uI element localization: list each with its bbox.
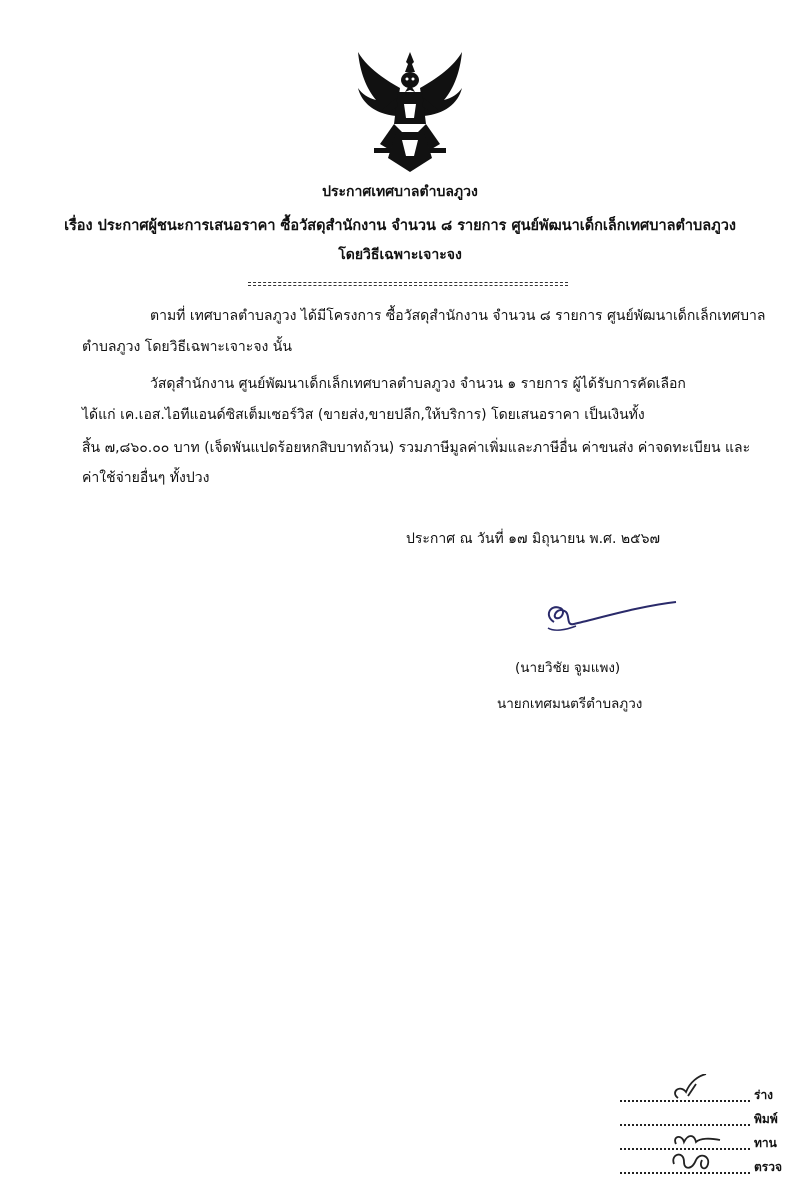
paragraph-2-line-4: ค่าใช้จ่ายอื่นๆ ทั้งปวง <box>82 470 210 486</box>
paragraph-2-line-3: สิ้น ๗,๘๖๐.๐๐ บาท (เจ็ดพันแปดร้อยหกสิบบาทถ้วน) รวมภาษีมูลค่าเพิ่มและภาษีอื่น ค่าขนส่ง ค่าจดทะเบียน และ <box>82 440 751 456</box>
procurement-method: โดยวิธีเฉพาะเจาะจง <box>338 247 462 263</box>
initial-mark <box>660 1146 730 1176</box>
initial-mark <box>660 1074 730 1104</box>
announcement-title: ประกาศเทศบาลตำบลภูวง <box>322 184 478 200</box>
paragraph-1-line-2: ตำบลภูวง โดยวิธีเฉพาะเจาะจง นั้น <box>82 339 292 355</box>
paragraph-2-line-1: วัสดุสำนักงาน ศูนย์พัฒนาเด็กเล็กเทศบาลตำบลภูวง จำนวน ๑ รายการ ผู้ได้รับการคัดเลือก <box>150 376 686 392</box>
divider-line <box>248 282 568 283</box>
paragraph-2-line-2: ได้แก่ เค.เอส.ไอทีแอนด์ซิสเต็มเซอร์วิส (ขายส่ง,ขายปลีก,ให้บริการ) โดยเสนอราคา เป็นเงินทั้ง <box>82 407 645 423</box>
announcement-subject: เรื่อง ประกาศผู้ชนะการเสนอราคา ซื้อวัสดุสำนักงาน จำนวน ๘ รายการ ศูนย์พัฒนาเด็กเล็กเทศบาลตำบลภูวง <box>64 218 736 234</box>
signature-mark <box>540 596 680 636</box>
divider-line <box>248 285 568 286</box>
initial-row-draft <box>620 1086 800 1106</box>
initial-label-draft: ร่าง <box>754 1088 774 1102</box>
initial-label-reviewed: ทาน <box>754 1136 777 1150</box>
garuda-emblem-icon <box>352 48 468 176</box>
paragraph-1-line-1: ตามที่ เทศบาลตำบลภูวง ได้มีโครงการ ซื้อวัสดุสำนักงาน จำนวน ๘ รายการ ศูนย์พัฒนาเด็กเล็กเทศบาล <box>150 308 766 324</box>
initial-label-typed: พิมพ์ <box>754 1112 778 1126</box>
initial-label-checked: ตรวจ <box>754 1160 783 1174</box>
initial-row-checked <box>620 1158 800 1178</box>
announce-date: ประกาศ ณ วันที่ ๑๗ มิถุนายน พ.ศ. ๒๕๖๗ <box>406 531 661 547</box>
signatory-position: นายกเทศมนตรีตำบลภูวง <box>497 696 643 712</box>
initials-block <box>620 1080 800 1187</box>
signatory-name: (นายวิชัย จูมแพง) <box>515 660 621 676</box>
